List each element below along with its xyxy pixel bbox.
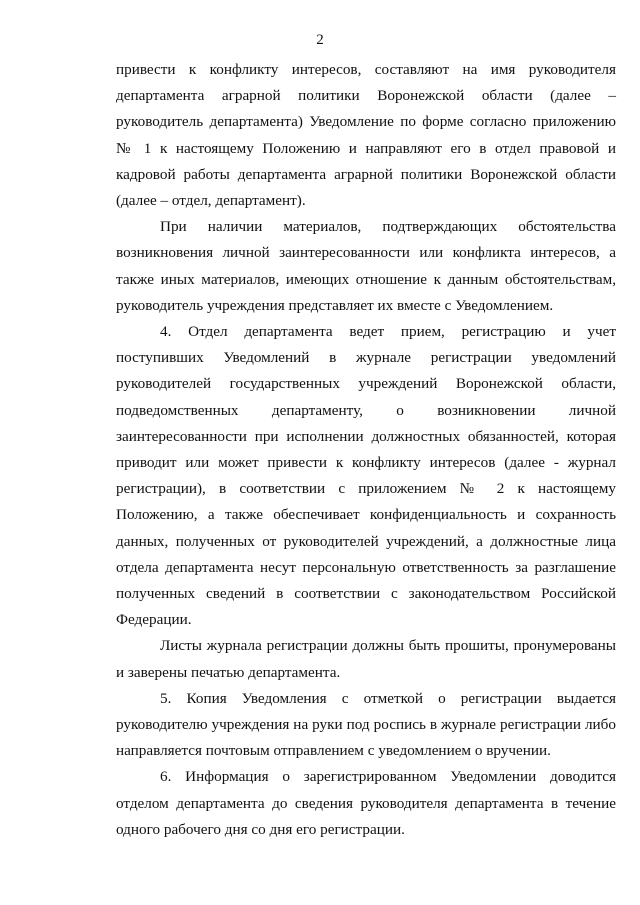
paragraph-4: Листы журнала регистрации должны быть прошиты, пронумерованы и заверены печатью департамента. <box>116 637 616 681</box>
paragraph-1: привести к конфликту интересов, составляют на имя руководителя департамента аграрной политики Воронежской области (далее – руководитель департамента) Уведомление по форме согласно приложению № 1 к настоящему Положению и направляют его в отдел правовой и кадровой работы департамента аграрной политики Воронежской области (далее – отдел, департамент). <box>116 61 616 210</box>
paragraph-5-item-5: 5. Копия Уведомления с отметкой о регистрации выдается руководителю учреждения на руки под роспись в журнале регистрации либо направляется почтовым отправлением с уведомлением о вручении. <box>116 689 616 760</box>
paragraph-6-item-6: 6. Информация о зарегистрированном Уведомлении доводится отделом департамента до сведения руководителя департамента в течение одного рабочего дня со дня его регистрации. <box>116 768 616 838</box>
paragraph-3-item-4: 4. Отдел департамента ведет прием, регистрацию и учет поступивших Уведомлений в журнале регистрации уведомлений руководителей государственных учреждений Воронежской области, подведомственных департаменту, о возникновении личной заинтересованности при исполнении должностных обязанностей, которая приводит или может привести к конфликту интересов (далее - журнал регистрации), в соответствии с приложением № 2 к настоящему Положению, а также обеспечивает конфиденциальность и сохранность данных, полученных от руководителей учреждений, а должностные лица отдела департамента несут персональную ответственность за разглашение полученных сведений в соответствии с законодательством Российской Федерации. <box>116 323 616 629</box>
page-number: 2 <box>316 32 324 48</box>
paragraph-2: При наличии материалов, подтверждающих обстоятельства возникновения личной заинтересованности или конфликта интересов, а также иных материалов, имеющих отношение к данным обстоятельствам, руководитель учреждения представляет их вместе с Уведомлением. <box>116 218 616 314</box>
document-body <box>116 57 616 843</box>
